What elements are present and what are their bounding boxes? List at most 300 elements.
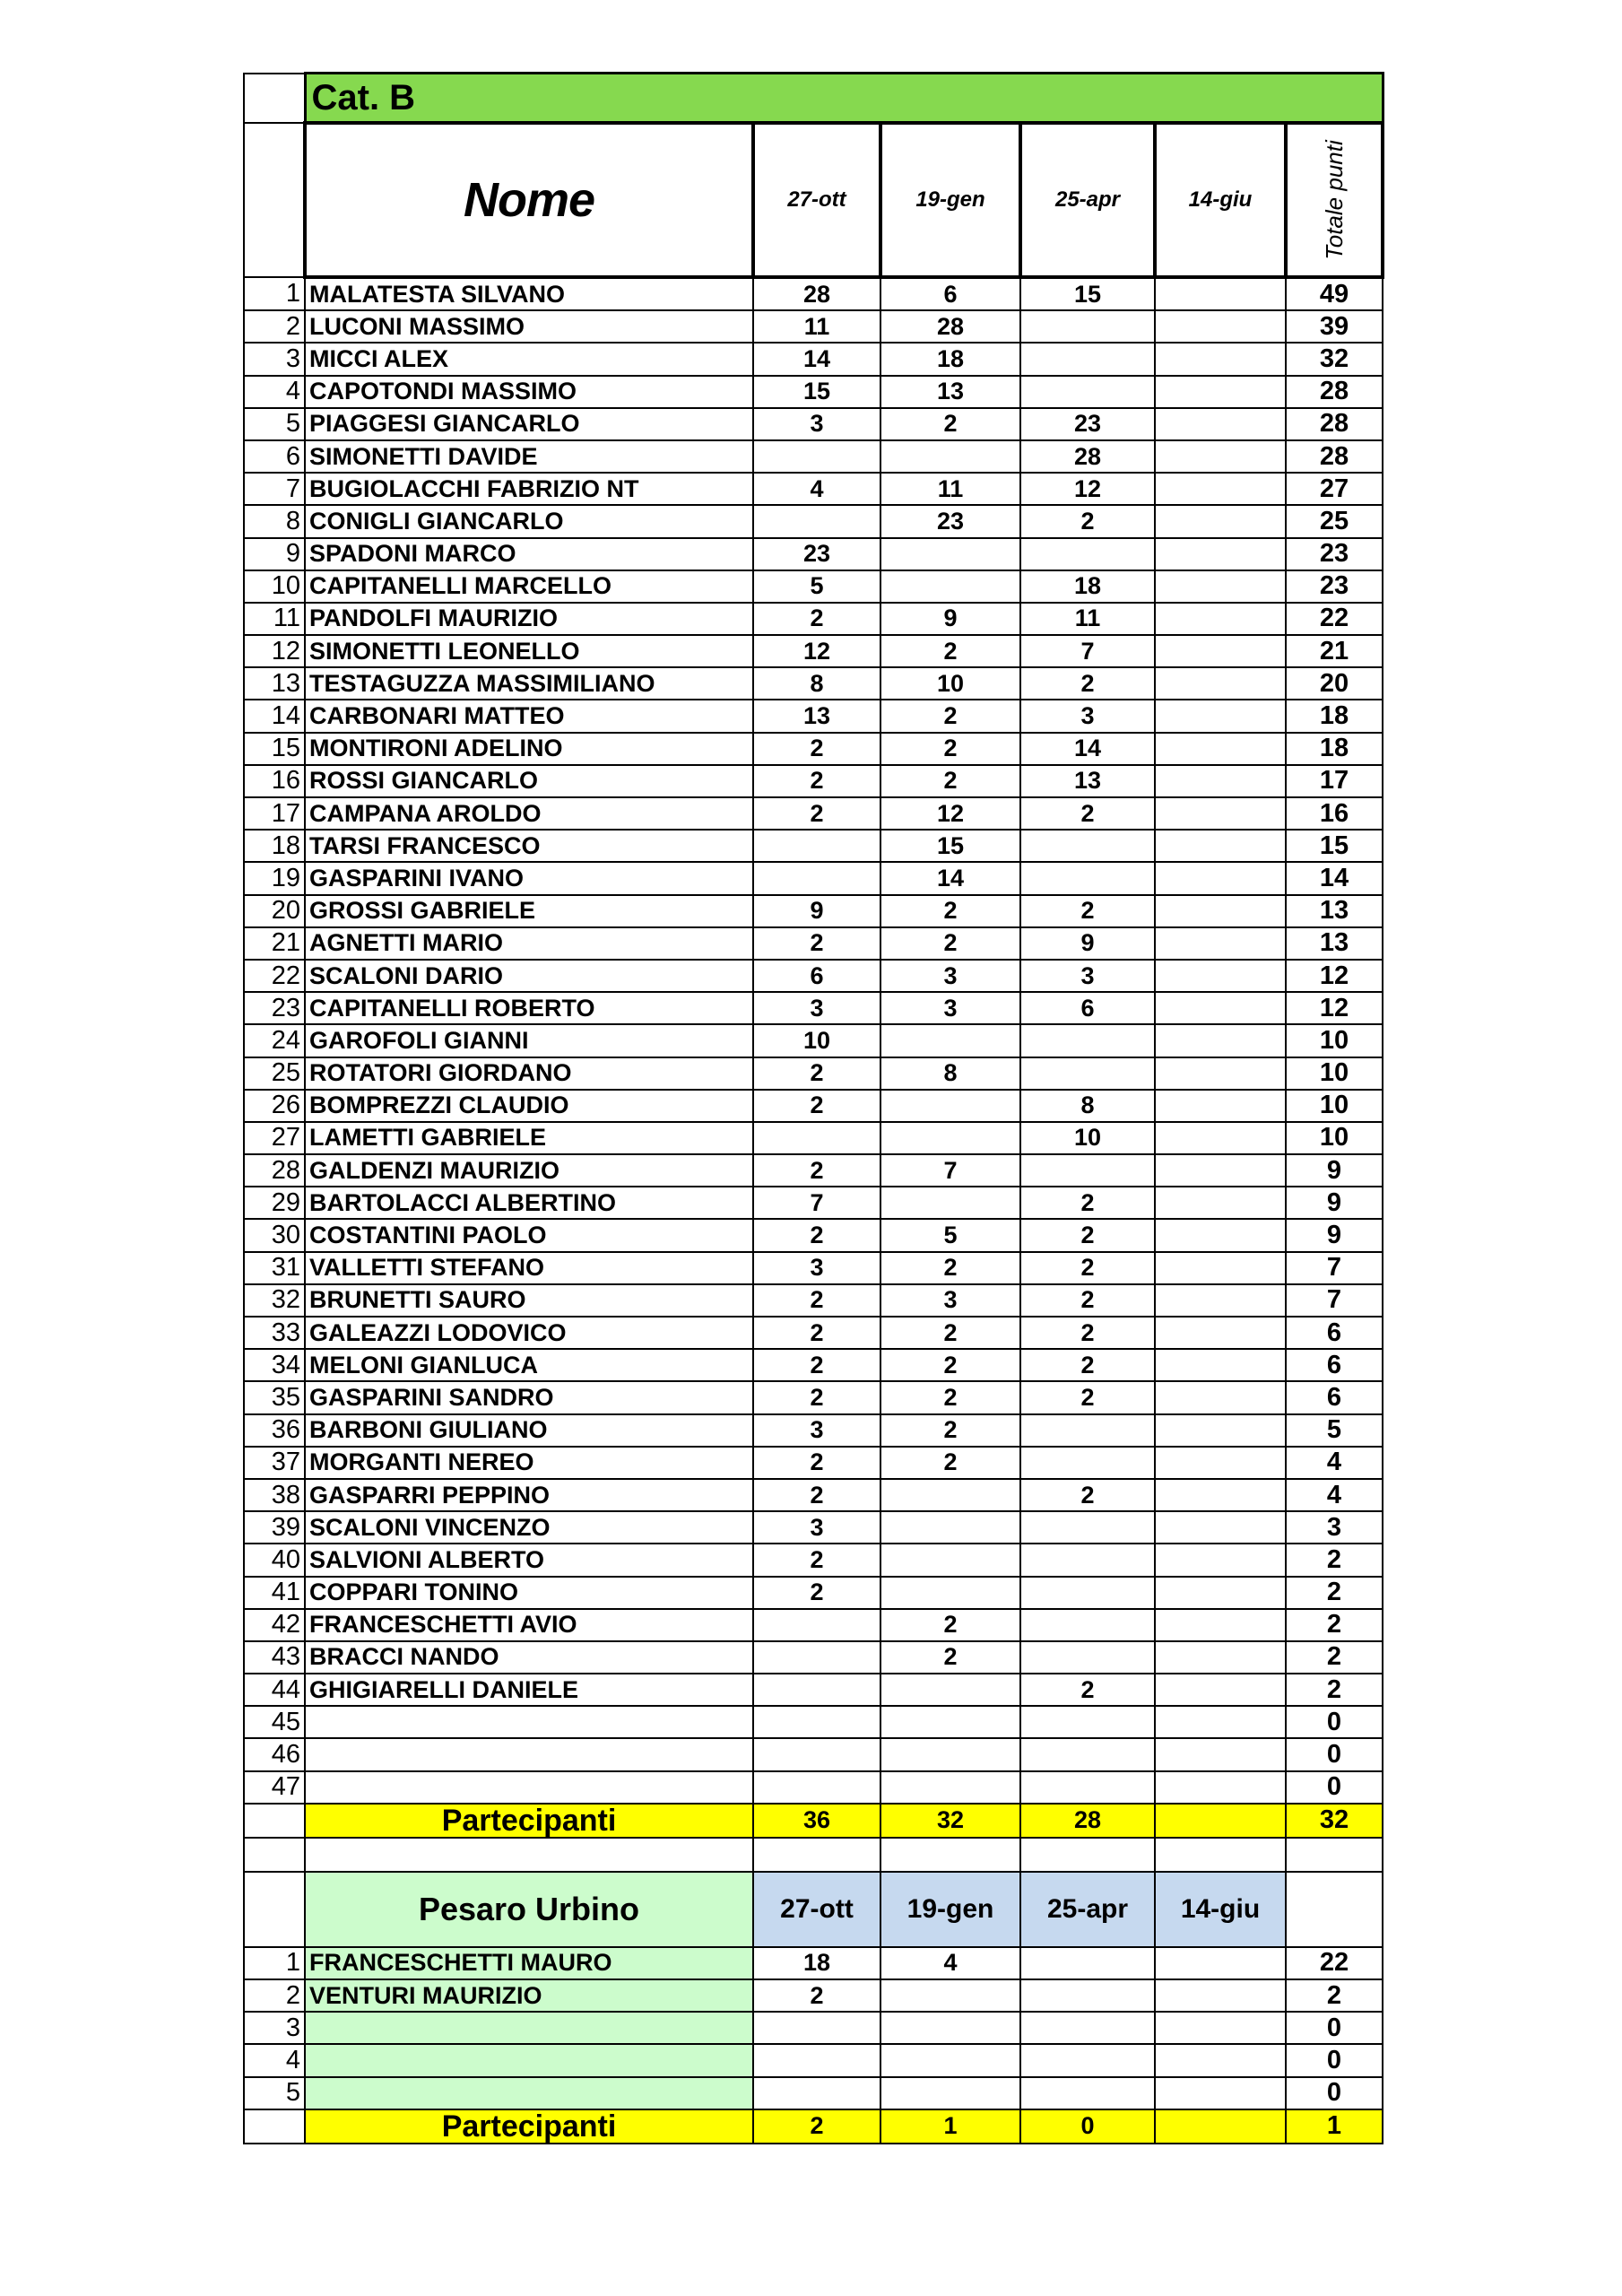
score-25-apr [1020,1414,1155,1447]
score-19-gen: 15 [880,830,1020,862]
table-row [244,1024,1383,1057]
score-19-gen: 2 [880,700,1020,732]
score-14-giu [1155,1771,1286,1804]
total-points: 2 [1286,1577,1383,1609]
score-25-apr: 2 [1020,667,1155,700]
score-25-apr: 2 [1020,1674,1155,1706]
region-date-1: 27-ott [753,1872,880,1947]
score-27-ott [753,2012,880,2044]
score-25-apr [1020,1609,1155,1641]
score-25-apr: 6 [1020,992,1155,1024]
score-19-gen: 13 [880,376,1020,408]
row-index: 31 [244,1252,305,1284]
table-row [244,1381,1383,1413]
athlete-name: GALDENZI MAURIZIO [305,1154,753,1187]
category-row [244,74,1383,124]
score-14-giu [1155,2012,1286,2044]
score-19-gen [880,1187,1020,1219]
table-row [244,1219,1383,1251]
row-index: 2 [244,310,305,343]
row-index: 1 [244,277,305,310]
table-row [244,1641,1383,1674]
score-25-apr: 28 [1020,440,1155,473]
score-14-giu [1155,440,1286,473]
score-14-giu [1155,277,1286,310]
row-index: 19 [244,862,305,894]
score-19-gen: 3 [880,960,1020,992]
score-19-gen: 10 [880,667,1020,700]
table-row [244,1738,1383,1770]
row-index: 22 [244,960,305,992]
empty-cell [753,1838,880,1872]
table-row [244,505,1383,537]
score-19-gen: 6 [880,277,1020,310]
score-25-apr: 2 [1020,895,1155,927]
athlete-name: MICCI ALEX [305,343,753,375]
region-header-row [244,1872,1383,1947]
region-row [244,1947,1383,1979]
empty-cell [244,1838,305,1872]
athlete-name: VENTURI MAURIZIO [305,1979,753,2012]
score-25-apr: 7 [1020,635,1155,667]
header-total [1286,123,1383,277]
header-total-label: Totale punti [1321,140,1348,260]
athlete-name [305,1738,753,1770]
header-date-1: 27-ott [753,123,880,277]
score-19-gen: 2 [880,1641,1020,1674]
score-14-giu [1155,1219,1286,1251]
score-19-gen [880,570,1020,603]
score-25-apr [1020,1947,1155,1979]
row-index: 5 [244,2077,305,2109]
empty-cell [1020,1838,1155,1872]
total-points: 0 [1286,2077,1383,2109]
score-19-gen: 18 [880,343,1020,375]
score-14-giu [1155,1057,1286,1090]
total-points: 28 [1286,408,1383,440]
total-points: 22 [1286,603,1383,635]
score-27-ott: 2 [753,1349,880,1381]
score-27-ott: 23 [753,538,880,570]
score-19-gen [880,1771,1020,1804]
row-index: 27 [244,1122,305,1154]
row-index: 44 [244,1674,305,1706]
total-points: 9 [1286,1154,1383,1187]
score-19-gen: 9 [880,603,1020,635]
row-index: 38 [244,1479,305,1511]
table-row [244,310,1383,343]
athlete-name: SIMONETTI LEONELLO [305,635,753,667]
participants-25-apr: 0 [1020,2109,1155,2144]
score-19-gen: 3 [880,992,1020,1024]
score-19-gen: 2 [880,927,1020,960]
score-25-apr: 2 [1020,1284,1155,1317]
region-date-2: 19-gen [880,1872,1020,1947]
score-25-apr: 11 [1020,603,1155,635]
total-points: 10 [1286,1122,1383,1154]
score-14-giu [1155,1122,1286,1154]
header-name: Nome [305,123,753,277]
score-14-giu [1155,538,1286,570]
score-25-apr [1020,1024,1155,1057]
athlete-name: AGNETTI MARIO [305,927,753,960]
participants-14-giu [1155,2109,1286,2144]
table-row [244,1187,1383,1219]
score-25-apr: 3 [1020,960,1155,992]
table-row [244,277,1383,310]
header-date-2: 19-gen [880,123,1020,277]
score-14-giu [1155,1349,1286,1381]
table-row [244,1414,1383,1447]
athlete-name: CAPITANELLI MARCELLO [305,570,753,603]
athlete-name: BARBONI GIULIANO [305,1414,753,1447]
table-row [244,700,1383,732]
row-index: 3 [244,2012,305,2044]
score-19-gen: 28 [880,310,1020,343]
score-27-ott: 2 [753,1979,880,2012]
total-points: 0 [1286,1738,1383,1770]
score-19-gen [880,1738,1020,1770]
score-14-giu [1155,895,1286,927]
total-points: 9 [1286,1187,1383,1219]
score-27-ott: 2 [753,797,880,830]
table-row [244,797,1383,830]
score-25-apr: 2 [1020,1349,1155,1381]
score-14-giu [1155,1706,1286,1738]
score-25-apr [1020,2012,1155,2044]
athlete-name: CAMPANA AROLDO [305,797,753,830]
athlete-name: CAPITANELLI ROBERTO [305,992,753,1024]
score-14-giu [1155,733,1286,765]
row-index: 15 [244,733,305,765]
athlete-name: TARSI FRANCESCO [305,830,753,862]
category-index-cell [244,74,305,124]
score-14-giu [1155,960,1286,992]
participants-index-cell [244,2109,305,2144]
score-19-gen: 2 [880,765,1020,797]
score-25-apr: 2 [1020,1479,1155,1511]
score-25-apr [1020,1738,1155,1770]
region-row [244,2012,1383,2044]
score-25-apr: 3 [1020,700,1155,732]
score-27-ott: 6 [753,960,880,992]
score-27-ott: 2 [753,1154,880,1187]
score-19-gen: 2 [880,1414,1020,1447]
total-points: 21 [1286,635,1383,667]
row-index: 32 [244,1284,305,1317]
athlete-name: SALVIONI ALBERTO [305,1544,753,1576]
total-points: 7 [1286,1284,1383,1317]
score-19-gen: 2 [880,895,1020,927]
standings-sheet [243,72,1384,2144]
score-27-ott: 2 [753,1479,880,1511]
athlete-name: GASPARRI PEPPINO [305,1479,753,1511]
score-27-ott: 2 [753,1057,880,1090]
athlete-name: ROTATORI GIORDANO [305,1057,753,1090]
row-index: 29 [244,1187,305,1219]
total-points: 25 [1286,505,1383,537]
score-14-giu [1155,927,1286,960]
score-25-apr: 8 [1020,1090,1155,1122]
athlete-name: BRUNETTI SAURO [305,1284,753,1317]
score-25-apr: 12 [1020,473,1155,505]
total-points: 17 [1286,765,1383,797]
total-points: 5 [1286,1414,1383,1447]
score-14-giu [1155,1381,1286,1413]
table-row [244,1349,1383,1381]
score-27-ott: 2 [753,765,880,797]
score-19-gen: 8 [880,1057,1020,1090]
participants-label: Partecipanti [305,2109,753,2144]
row-index: 43 [244,1641,305,1674]
total-points: 28 [1286,440,1383,473]
table-row [244,830,1383,862]
score-14-giu [1155,667,1286,700]
athlete-name: CONIGLI GIANCARLO [305,505,753,537]
row-index: 41 [244,1577,305,1609]
header-index-cell [244,123,305,277]
total-points: 13 [1286,927,1383,960]
score-19-gen: 2 [880,1252,1020,1284]
score-25-apr: 2 [1020,1187,1155,1219]
score-27-ott [753,1122,880,1154]
score-25-apr: 13 [1020,765,1155,797]
score-14-giu [1155,1947,1286,1979]
score-27-ott: 2 [753,1381,880,1413]
row-index: 25 [244,1057,305,1090]
score-25-apr: 2 [1020,505,1155,537]
score-14-giu [1155,797,1286,830]
table-row [244,1122,1383,1154]
row-index: 23 [244,992,305,1024]
score-27-ott: 10 [753,1024,880,1057]
empty-cell [1286,1838,1383,1872]
total-points: 39 [1286,310,1383,343]
row-index: 4 [244,2044,305,2076]
score-27-ott: 2 [753,927,880,960]
table-row [244,960,1383,992]
table-row [244,1090,1383,1122]
score-19-gen: 3 [880,1284,1020,1317]
participants-27-ott: 36 [753,1804,880,1838]
score-14-giu [1155,505,1286,537]
score-14-giu [1155,1511,1286,1544]
table-row [244,1706,1383,1738]
athlete-name: FRANCESCHETTI MAURO [305,1947,753,1979]
total-points: 32 [1286,343,1383,375]
total-points: 0 [1286,2044,1383,2076]
table-row [244,1447,1383,1479]
total-points: 27 [1286,473,1383,505]
row-index: 30 [244,1219,305,1251]
score-14-giu [1155,1284,1286,1317]
participants-row [244,1804,1383,1838]
score-14-giu [1155,343,1286,375]
total-points: 0 [1286,1706,1383,1738]
score-14-giu [1155,700,1286,732]
score-25-apr [1020,1577,1155,1609]
table-row [244,1609,1383,1641]
header-date-4: 14-giu [1155,123,1286,277]
score-27-ott: 2 [753,1219,880,1251]
score-27-ott: 2 [753,603,880,635]
row-index: 17 [244,797,305,830]
score-25-apr [1020,1154,1155,1187]
score-27-ott: 14 [753,343,880,375]
row-index: 28 [244,1154,305,1187]
score-25-apr [1020,343,1155,375]
score-19-gen: 11 [880,473,1020,505]
score-27-ott [753,830,880,862]
score-19-gen: 12 [880,797,1020,830]
row-index: 35 [244,1381,305,1413]
score-19-gen [880,1511,1020,1544]
score-14-giu [1155,2077,1286,2109]
total-points: 4 [1286,1479,1383,1511]
table-row [244,927,1383,960]
participants-19-gen: 1 [880,2109,1020,2144]
score-25-apr: 23 [1020,408,1155,440]
score-27-ott: 2 [753,1317,880,1349]
score-19-gen [880,440,1020,473]
region-date-4: 14-giu [1155,1872,1286,1947]
score-14-giu [1155,862,1286,894]
score-27-ott: 28 [753,277,880,310]
score-27-ott: 2 [753,1577,880,1609]
athlete-name: SPADONI MARCO [305,538,753,570]
athlete-name: VALLETTI STEFANO [305,1252,753,1284]
score-27-ott: 3 [753,1511,880,1544]
score-27-ott: 4 [753,473,880,505]
total-points: 2 [1286,1641,1383,1674]
score-14-giu [1155,570,1286,603]
athlete-name: MALATESTA SILVANO [305,277,753,310]
score-27-ott: 9 [753,895,880,927]
score-25-apr [1020,2077,1155,2109]
score-25-apr [1020,862,1155,894]
athlete-name: GASPARINI SANDRO [305,1381,753,1413]
row-index: 40 [244,1544,305,1576]
score-14-giu [1155,310,1286,343]
score-19-gen: 2 [880,1317,1020,1349]
score-14-giu [1155,992,1286,1024]
score-14-giu [1155,376,1286,408]
score-14-giu [1155,1979,1286,2012]
score-25-apr: 2 [1020,797,1155,830]
athlete-name [305,1771,753,1804]
score-19-gen: 2 [880,1381,1020,1413]
row-index: 3 [244,343,305,375]
athlete-name: FRANCESCHETTI AVIO [305,1609,753,1641]
row-index: 6 [244,440,305,473]
athlete-name: PIAGGESI GIANCARLO [305,408,753,440]
score-25-apr: 2 [1020,1317,1155,1349]
athlete-name: TESTAGUZZA MASSIMILIANO [305,667,753,700]
score-27-ott [753,2077,880,2109]
total-points: 10 [1286,1057,1383,1090]
score-25-apr: 9 [1020,927,1155,960]
table-row [244,376,1383,408]
score-19-gen: 2 [880,1447,1020,1479]
score-27-ott [753,1738,880,1770]
table-row [244,473,1383,505]
score-25-apr [1020,1771,1155,1804]
score-27-ott: 3 [753,408,880,440]
athlete-name: MONTIRONI ADELINO [305,733,753,765]
table-row [244,1284,1383,1317]
score-14-giu [1155,1674,1286,1706]
region-date-3: 25-apr [1020,1872,1155,1947]
total-points: 16 [1286,797,1383,830]
score-25-apr [1020,830,1155,862]
score-14-giu [1155,408,1286,440]
table-row [244,1674,1383,1706]
score-14-giu [1155,1024,1286,1057]
table-row [244,570,1383,603]
spacer-row [244,1838,1383,1872]
athlete-name [305,2044,753,2076]
row-index: 1 [244,1947,305,1979]
region-total-header [1286,1872,1383,1947]
score-27-ott: 2 [753,1284,880,1317]
table-row [244,765,1383,797]
score-25-apr: 2 [1020,1381,1155,1413]
total-points: 28 [1286,376,1383,408]
table-row [244,635,1383,667]
table-row [244,1771,1383,1804]
row-index: 7 [244,473,305,505]
athlete-name: LUCONI MASSIMO [305,310,753,343]
category-title: Cat. B [305,74,1383,124]
total-points: 12 [1286,992,1383,1024]
total-points: 49 [1286,277,1383,310]
total-points: 20 [1286,667,1383,700]
table-row [244,1479,1383,1511]
table-row [244,1154,1383,1187]
score-25-apr [1020,2044,1155,2076]
row-index: 12 [244,635,305,667]
score-14-giu [1155,1738,1286,1770]
row-index: 26 [244,1090,305,1122]
score-27-ott [753,1641,880,1674]
athlete-name: CAPOTONDI MASSIMO [305,376,753,408]
total-points: 15 [1286,830,1383,862]
table-row [244,1544,1383,1576]
row-index: 18 [244,830,305,862]
table-row [244,992,1383,1024]
score-19-gen: 2 [880,635,1020,667]
score-27-ott: 11 [753,310,880,343]
header-row [244,123,1383,277]
score-25-apr [1020,1979,1155,2012]
athlete-name: ROSSI GIANCARLO [305,765,753,797]
score-14-giu [1155,1479,1286,1511]
score-19-gen: 7 [880,1154,1020,1187]
row-index: 9 [244,538,305,570]
score-14-giu [1155,830,1286,862]
total-points: 6 [1286,1317,1383,1349]
score-27-ott: 2 [753,1544,880,1576]
total-points: 7 [1286,1252,1383,1284]
athlete-name: GAROFOLI GIANNI [305,1024,753,1057]
row-index: 45 [244,1706,305,1738]
score-14-giu [1155,1154,1286,1187]
total-points: 0 [1286,2012,1383,2044]
row-index: 11 [244,603,305,635]
score-14-giu [1155,1447,1286,1479]
total-points: 2 [1286,1544,1383,1576]
score-27-ott: 2 [753,1090,880,1122]
